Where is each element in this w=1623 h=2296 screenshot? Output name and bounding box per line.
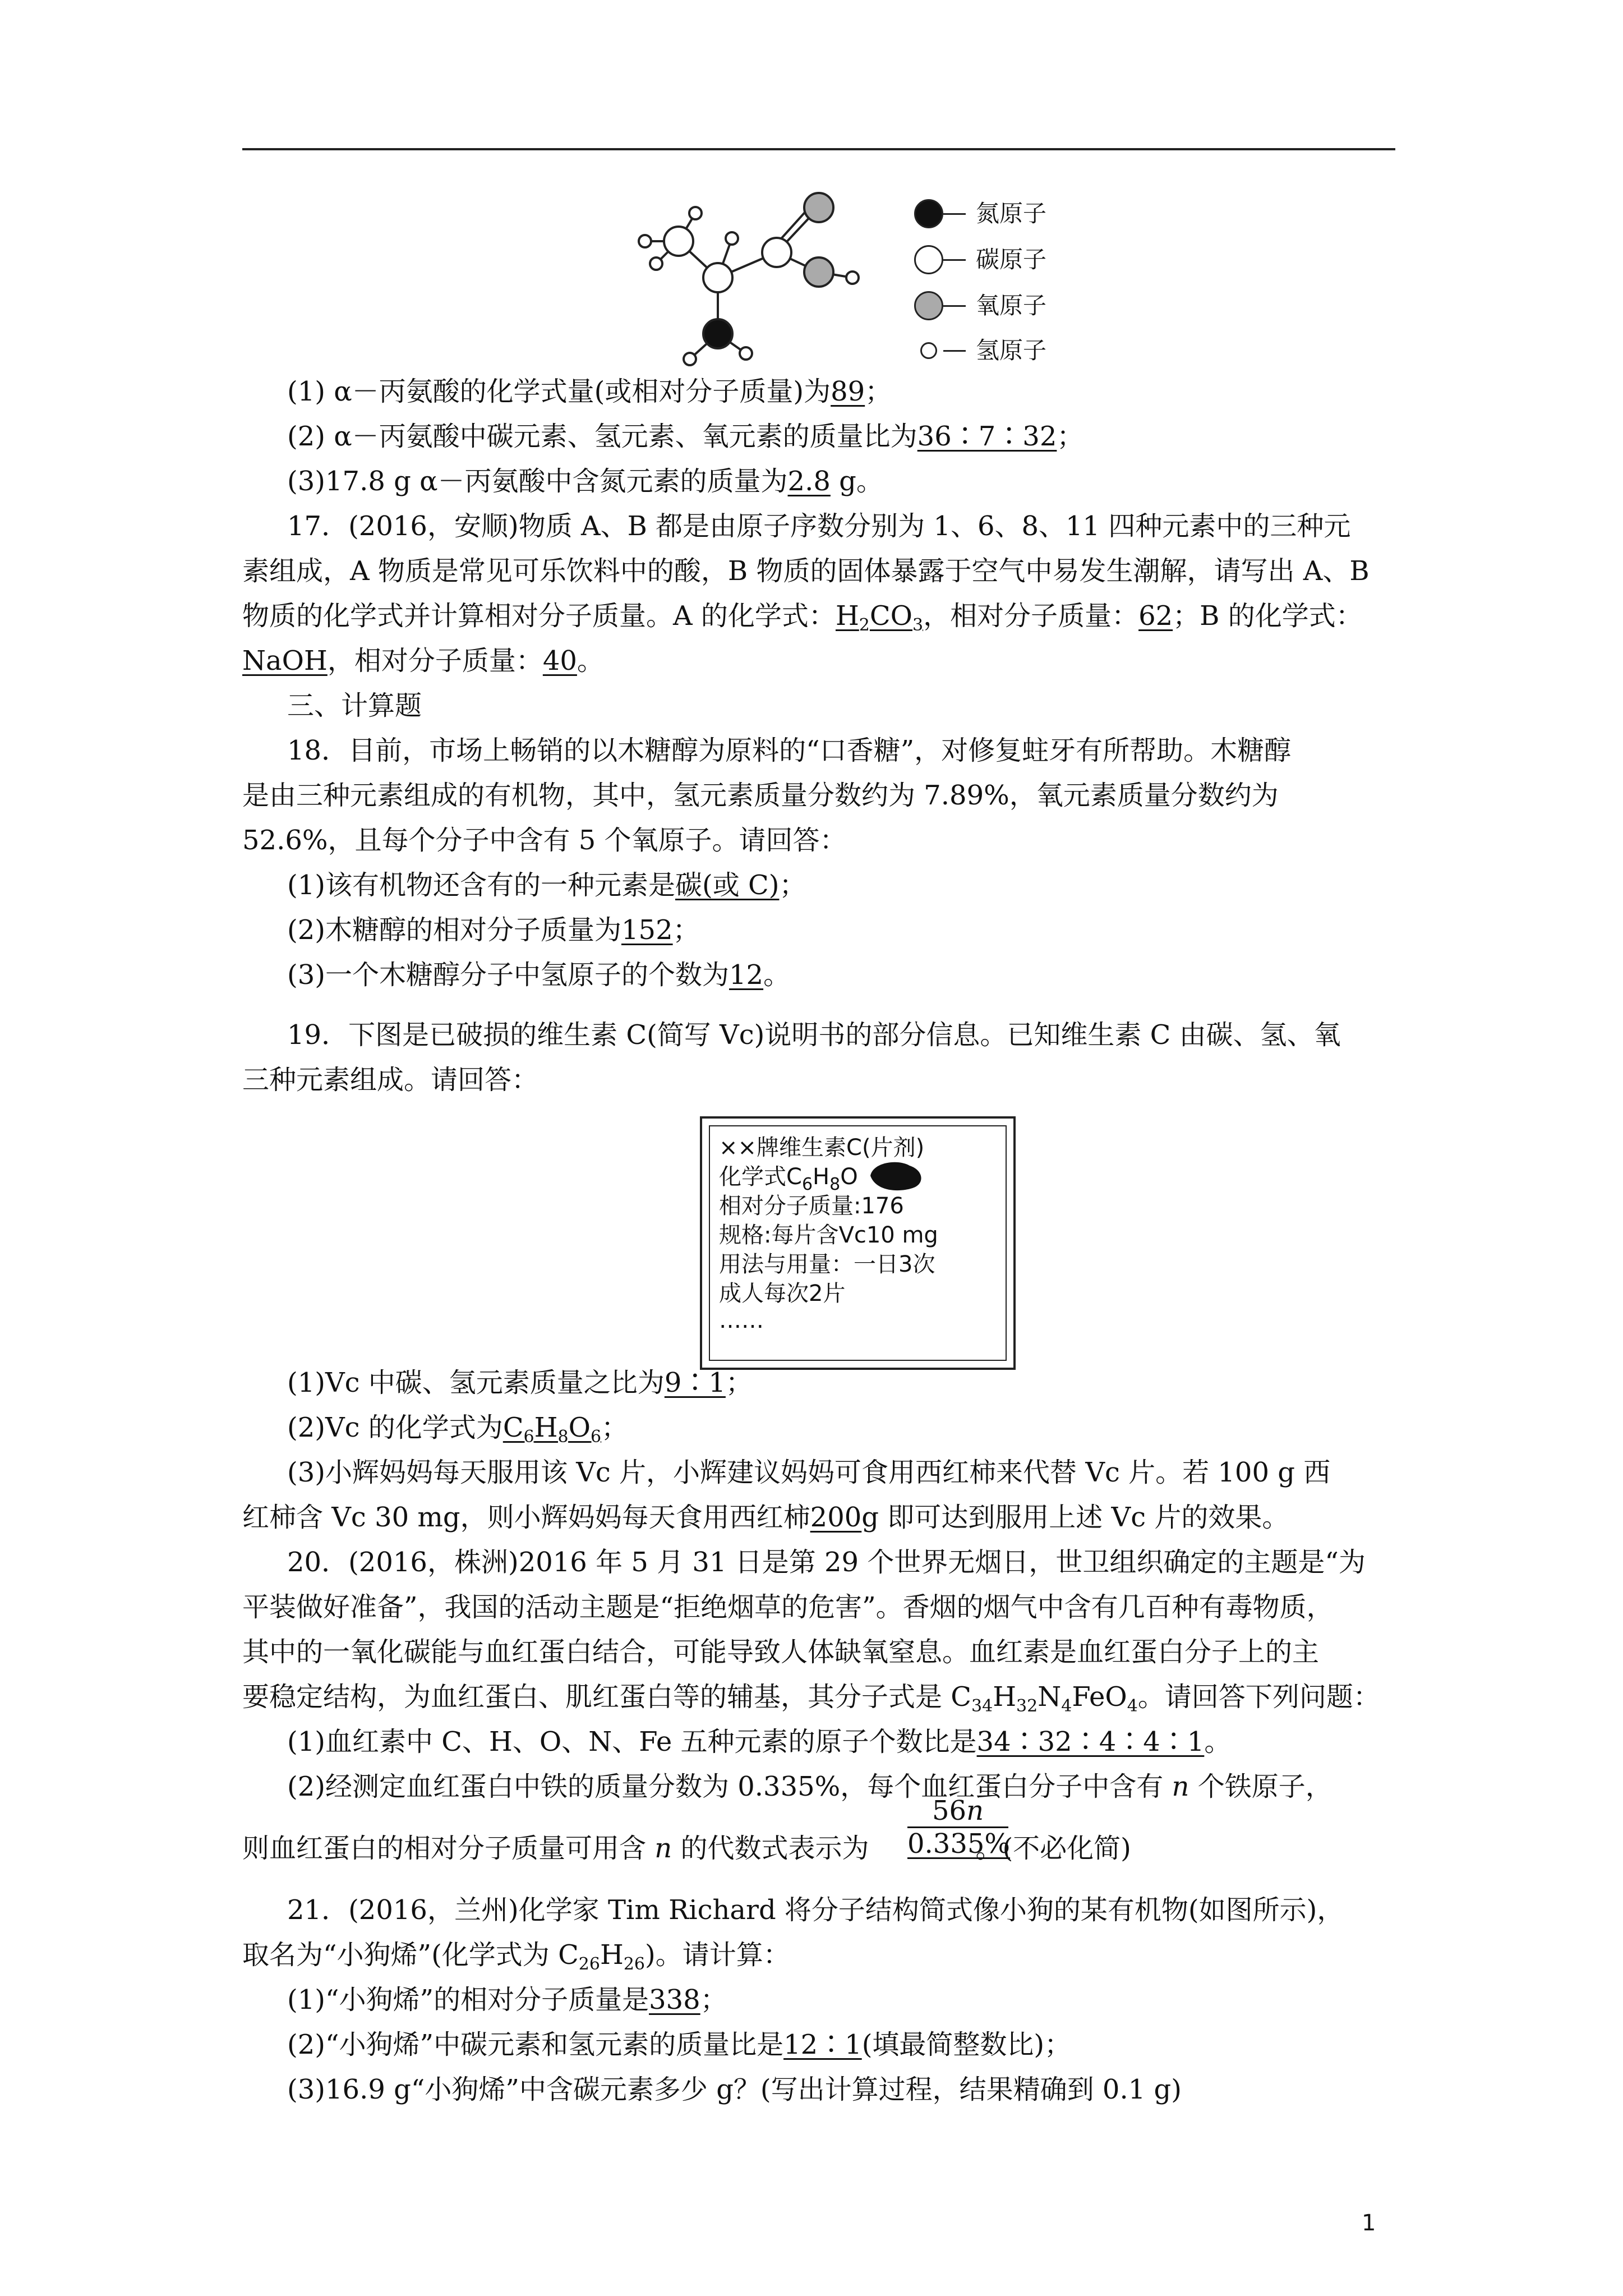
- q21-answer1: 338: [649, 1984, 700, 2016]
- damage-blot-icon: [865, 1159, 926, 1193]
- q18-part3: (3)一个木糖醇分子中氢原子的个数为12。: [287, 959, 791, 991]
- oxygen-atom-icon: [914, 291, 943, 320]
- q19-part1: (1)Vc 中碳、氢元素质量之比为9∶1；: [287, 1367, 753, 1398]
- q18-part1: (1)该有机物还含有的一种元素是碳(或 C)；: [287, 869, 806, 901]
- q20-part2-line1: (2)经测定血红蛋白中铁的质量分数为 0.335%，每个血红蛋白分子中含有 n 个铁原子，: [287, 1771, 1332, 1802]
- legend-nitrogen-label: 氮原子: [976, 200, 1047, 227]
- q18-line3: 52.6%，且每个分子中含有 5 个氧原子。请回答：: [242, 825, 847, 856]
- legend-nitrogen: [914, 199, 1046, 228]
- q16-answer2: 36∶7∶32: [917, 421, 1057, 452]
- q21-part1: (1)“小狗烯”的相对分子质量是338；: [287, 1984, 727, 2016]
- q16-part1: (1) α－丙氨酸的化学式量(或相对分子质量)为89；: [287, 376, 892, 407]
- q17-line3: 物质的化学式并计算相对分子质量。A 的化学式：$H_2CO_3$，相对分子质量：62；B 的化学式：: [242, 600, 1363, 635]
- vc-label-box: [700, 1116, 1016, 1370]
- q17-line1: 17．(2016，安顺)物质 A、B 都是由原子序数分别为 1、6、8、11 四种元素中的三种元: [287, 510, 1351, 542]
- vc-box-line3: 相对分子质量:176: [719, 1193, 904, 1219]
- q18-answer1: 碳(或 C): [675, 869, 780, 901]
- q16-answer3: 2.8: [787, 466, 831, 497]
- q21-part3: (3)16.9 g“小狗烯”中含碳元素多少 g？(写出计算过程，结果精确到 0.1 g): [287, 2074, 1182, 2105]
- q19-line2: 三种元素组成。请回答：: [242, 1064, 539, 1096]
- q19-part2: (2)Vc 的化学式为$C_6H_8O_6$；: [287, 1412, 629, 1447]
- q20-part2-line2: 则血红蛋白的相对分子质量可用含 n 的代数式表示为 。(不必化简): [242, 1833, 1131, 1864]
- q20-answer2-fraction: 56n 0.335%: [907, 1795, 1011, 1860]
- q16-part2: (2) α－丙氨酸中碳元素、氢元素、氧元素的质量比为36∶7∶32；: [287, 421, 1084, 452]
- nitrogen-atom-icon: [914, 199, 943, 228]
- q20-line1: 20．(2016，株洲)2016 年 5 月 31 日是第 29 个世界无烟日，世卫组织确定的主题是“为: [287, 1547, 1366, 1578]
- q16-answer1: 89: [831, 376, 865, 407]
- vc-box-line7: ……: [719, 1308, 764, 1333]
- page-number: 1: [1362, 2210, 1376, 2236]
- q20-line3: 其中的一氧化碳能与血红蛋白结合，可能导致人体缺氧窒息。血红素是血红蛋白分子上的主: [242, 1636, 1320, 1668]
- header-rule: [242, 148, 1395, 150]
- q19-answer2: $C_6H_8O_6$: [502, 1412, 602, 1447]
- q18-part2: (2)木糖醇的相对分子质量为152；: [287, 914, 700, 946]
- vc-box-line1: ××牌维生素C(片剂): [719, 1135, 925, 1161]
- q20-line4: 要稳定结构，为血红蛋白、肌红蛋白等的辅基，其分子式是 $C_{34}H_{32}N_4FeO_4$。请回答下列问题：: [242, 1681, 1380, 1716]
- q18-answer2: 152: [621, 914, 673, 946]
- q19-line1: 19．下图是已破损的维生素 C(简写 Vc)说明书的部分信息。已知维生素 C 由碳、氢、氧: [287, 1019, 1341, 1051]
- q21-answer2: 12∶1: [783, 2029, 862, 2060]
- vc-box-line4: 规格:每片含Vc10 mg: [719, 1222, 938, 1248]
- hydrogen-atom-icon: [920, 342, 937, 359]
- q19-part3-line2: 红柿含 Vc 30 mg，则小辉妈妈每天食用西红柿200g 即可达到服用上述 Vc 片的效果。: [242, 1502, 1289, 1533]
- q17-line2: 素组成，A 物质是常见可乐饮料中的酸，B 物质的固体暴露于空气中易发生潮解，请写出 A、B: [242, 555, 1370, 587]
- carbon-atom-icon: [914, 245, 943, 274]
- legend-oxygen-label: 氧原子: [976, 292, 1047, 319]
- legend-carbon-label: 碳原子: [976, 246, 1047, 273]
- q18-answer3: 12: [729, 959, 764, 991]
- legend-hydrogen: [914, 337, 1046, 365]
- legend-hydrogen-label: 氢原子: [976, 337, 1047, 364]
- q17-line4: NaOH，相对分子质量：40。: [242, 645, 604, 677]
- vc-box-line5: 用法与用量：一日3次: [719, 1251, 935, 1277]
- q18-line1: 18．目前，市场上畅销的以木糖醇为原料的“口香糖”，对修复蛀牙有所帮助。木糖醇: [287, 735, 1292, 766]
- legend-carbon: [914, 245, 1046, 274]
- q17-b-mass: 40: [542, 645, 577, 677]
- vc-box-line2: 化学式$C_6H_8O$: [719, 1164, 858, 1194]
- vc-box-line6: 成人每次2片: [719, 1281, 846, 1306]
- legend-oxygen: [914, 291, 1046, 320]
- q19-part3-line1: (3)小辉妈妈每天服用该 Vc 片，小辉建议妈妈可食用西红柿来代替 Vc 片。若 100 g 西: [287, 1457, 1331, 1488]
- q20-answer1: 34∶32∶4∶4∶1: [976, 1726, 1205, 1757]
- section-heading-calc: 三、计算题: [287, 690, 422, 721]
- q16-part3: (3)17.8 g α－丙氨酸中含氮元素的质量为2.8 g。: [287, 466, 883, 497]
- q19-answer3: 200: [810, 1502, 862, 1533]
- q20-line2: 平装做好准备”，我国的活动主题是“拒绝烟草的危害”。香烟的烟气中含有几百种有毒物质，: [242, 1591, 1334, 1623]
- q20-part1: (1)血红素中 C、H、O、N、Fe 五种元素的原子个数比是34∶32∶4∶4∶1。: [287, 1726, 1232, 1757]
- q21-line2: 取名为“小狗烯”(化学式为 $C_{26}H_{26}$)。请计算：: [242, 1939, 790, 1974]
- q21-part2: (2)“小狗烯”中碳元素和氢元素的质量比是12∶1(填最简整数比)；: [287, 2029, 1072, 2060]
- q17-a-mass: 62: [1138, 600, 1173, 632]
- q19-answer1: 9∶1: [664, 1367, 726, 1398]
- q17-a-formula: $H_2CO_3$: [835, 600, 924, 635]
- q21-line1: 21．(2016，兰州)化学家 Tim Richard 将分子结构简式像小狗的某有机物(如图所示)，: [287, 1894, 1344, 1926]
- q17-b-formula: NaOH: [242, 645, 328, 677]
- q18-line2: 是由三种元素组成的有机物，其中，氢元素质量分数约为 7.89%，氧元素质量分数约为: [242, 780, 1279, 811]
